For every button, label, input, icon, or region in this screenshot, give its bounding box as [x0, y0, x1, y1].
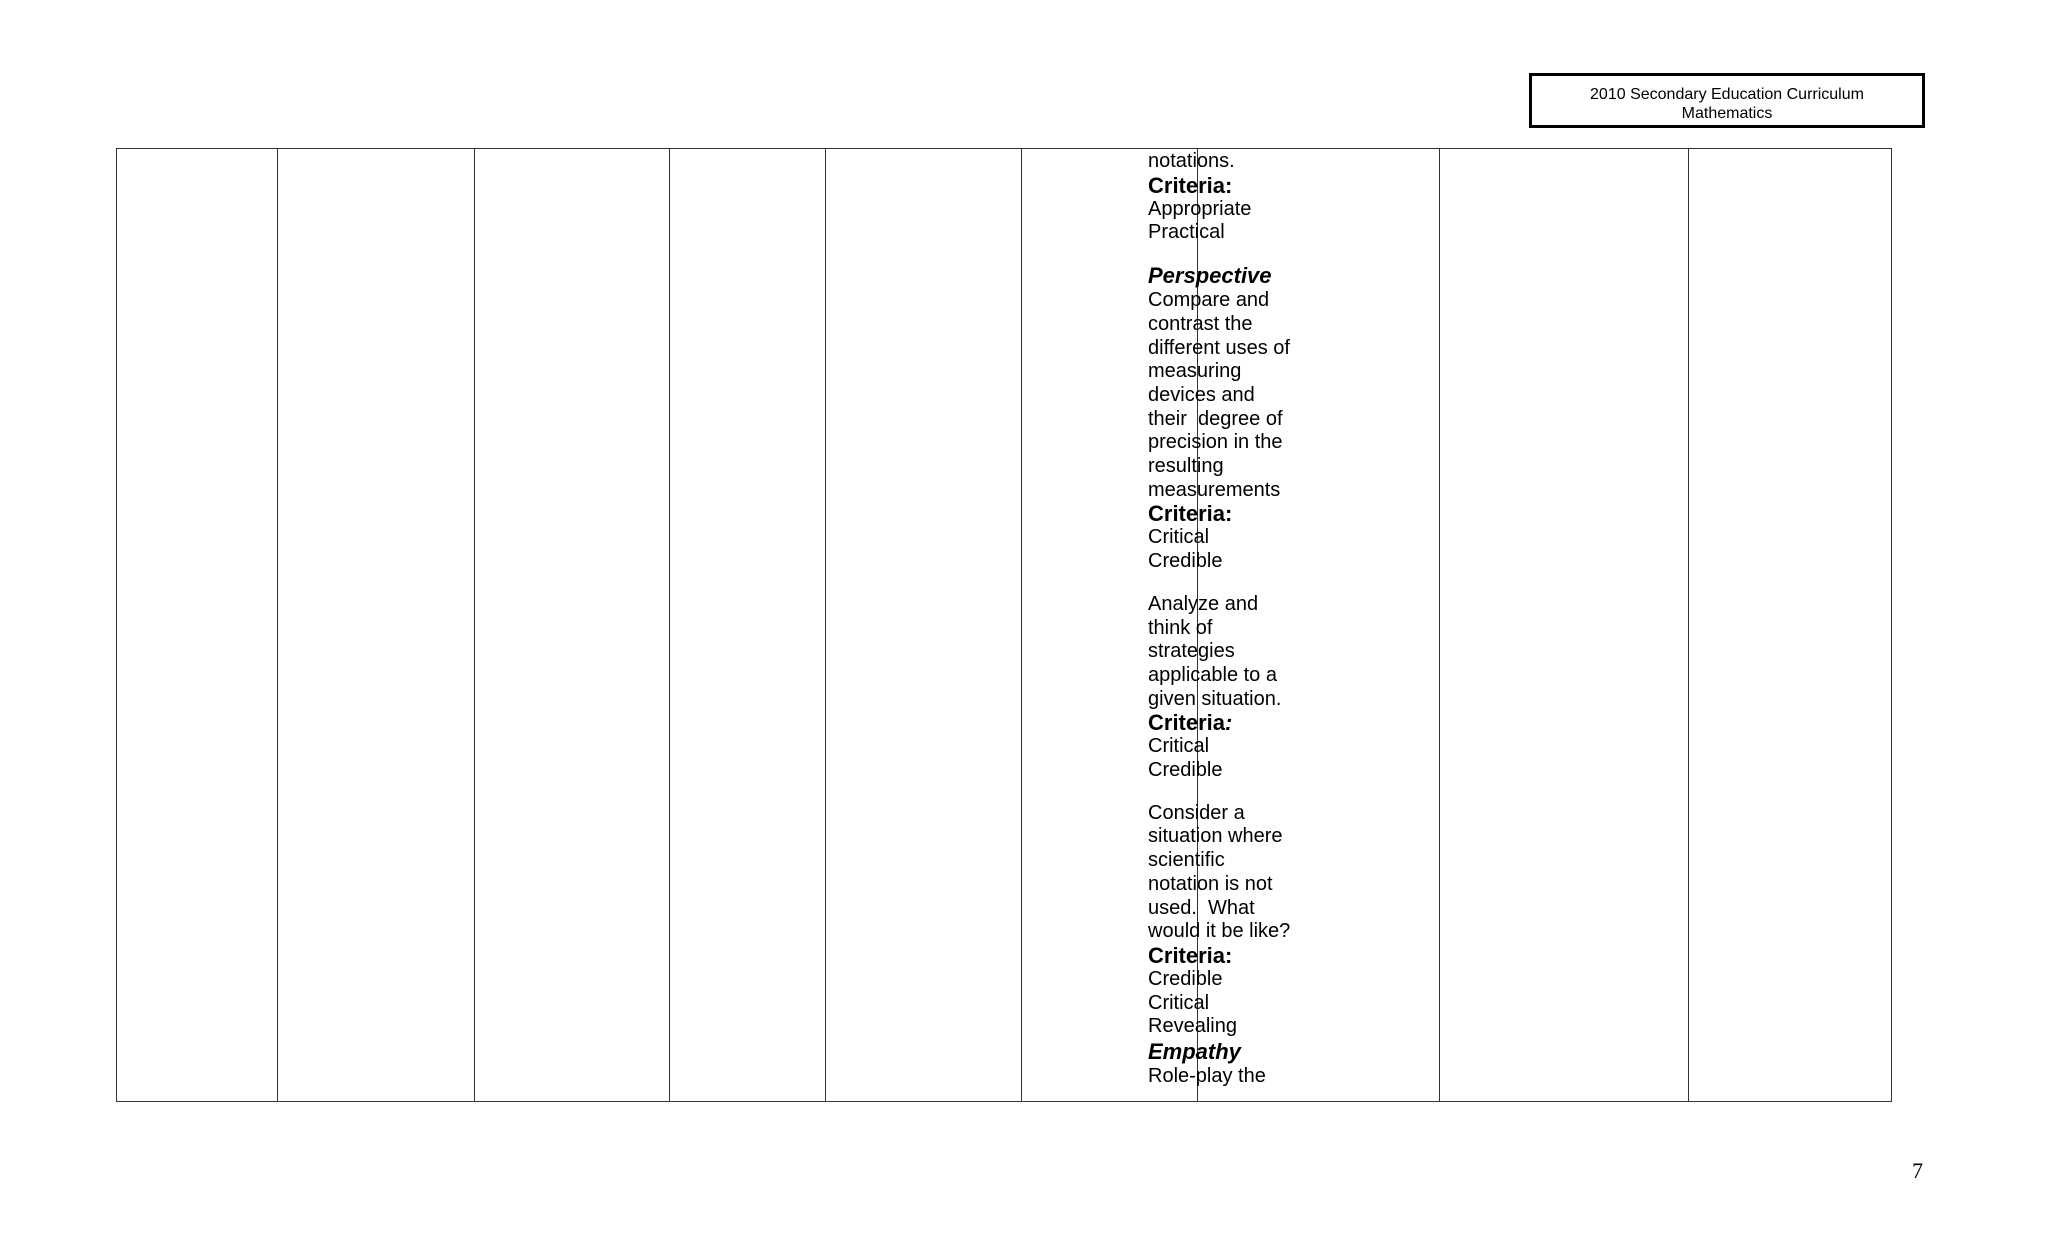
page-number: 7	[1912, 1158, 1923, 1183]
column-divider	[1021, 149, 1022, 1101]
text-line: Consider a	[1148, 801, 1245, 824]
text-line: notation is not	[1148, 872, 1273, 895]
text-line: measurements	[1148, 478, 1281, 501]
header-subject: Mathematics	[1681, 105, 1773, 122]
curriculum-header-box	[1529, 73, 1925, 128]
column-divider	[474, 149, 475, 1101]
criteria-label: Criteria:	[1148, 942, 1233, 968]
text-line: resulting	[1148, 455, 1224, 478]
text-line: given situation.	[1148, 687, 1282, 710]
text-line: notations.	[1148, 150, 1235, 172]
criteria-label: Criteria:	[1148, 172, 1233, 198]
text-line: different uses of	[1148, 336, 1290, 359]
text-line: their degree of	[1148, 407, 1283, 430]
text-line: Analyze and	[1148, 592, 1259, 615]
criteria-item: Critical	[1148, 991, 1210, 1014]
column-divider	[1439, 149, 1440, 1101]
perspective-heading: Perspective	[1148, 263, 1272, 289]
text-line: situation where	[1148, 825, 1283, 848]
text-line: scientific	[1148, 849, 1225, 872]
text-line: applicable to a	[1148, 663, 1277, 686]
text-line: precision in the	[1148, 431, 1283, 454]
criteria-label: Criteria:	[1148, 501, 1233, 527]
criteria-item: Critical	[1148, 735, 1210, 758]
criteria-item: Credible	[1148, 759, 1223, 782]
criteria-item: Credible	[1148, 967, 1223, 990]
criteria-item: Credible	[1148, 550, 1223, 573]
column-divider	[825, 149, 826, 1101]
text-line: Role-play the	[1148, 1065, 1266, 1088]
criteria-item: Appropriate	[1148, 197, 1252, 220]
assessment-cell	[1148, 150, 1318, 1089]
text-line: contrast the	[1148, 312, 1253, 335]
criteria-item: Critical	[1148, 526, 1210, 549]
criteria-label-text: Criteria	[1148, 710, 1226, 736]
column-divider	[1688, 149, 1689, 1101]
header-title: 2010 Secondary Education Curriculum	[1590, 86, 1864, 103]
criteria-label-colon: :	[1225, 710, 1233, 736]
empathy-heading: Empathy	[1148, 1039, 1241, 1065]
text-line: used. What	[1148, 896, 1255, 919]
column-divider	[277, 149, 278, 1101]
criteria-item: Revealing	[1148, 1015, 1237, 1038]
curriculum-table	[116, 148, 1892, 1102]
text-line: strategies	[1148, 640, 1235, 663]
text-line: measuring	[1148, 360, 1242, 383]
text-line: Compare and	[1148, 289, 1270, 312]
criteria-item: Practical	[1148, 221, 1225, 244]
text-line: would it be like?	[1148, 920, 1291, 943]
text-line: devices and	[1148, 383, 1255, 406]
criteria-label	[1148, 711, 1318, 735]
text-line: think of	[1148, 616, 1213, 639]
column-divider	[669, 149, 670, 1101]
